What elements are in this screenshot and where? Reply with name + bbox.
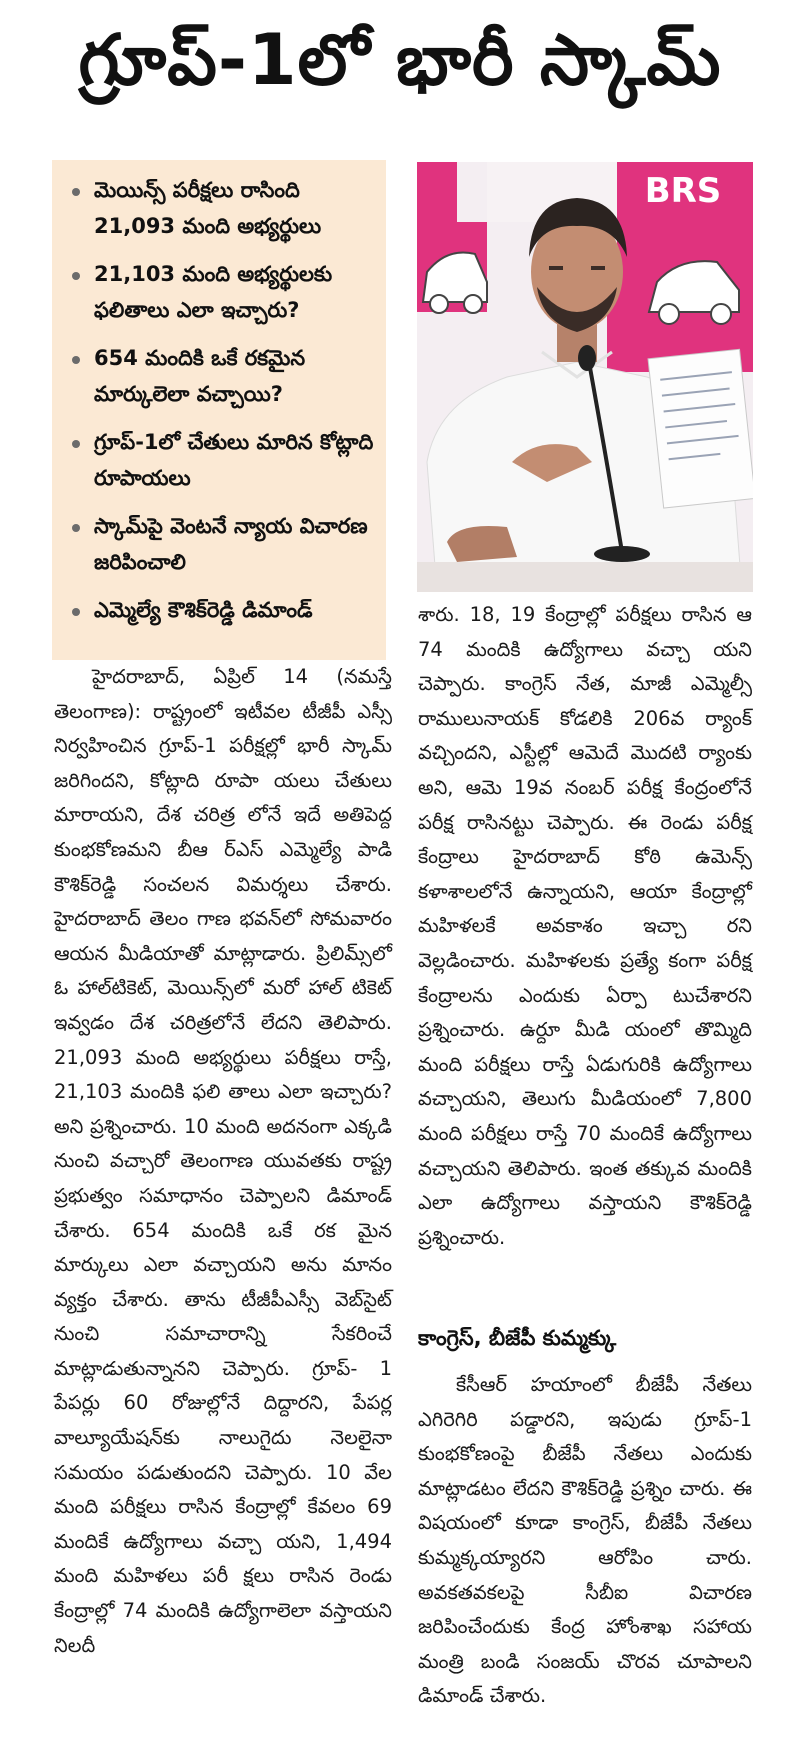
press-conference-photo	[417, 162, 753, 592]
bullet-icon	[72, 608, 80, 616]
highlight-item	[64, 172, 378, 244]
highlights-box	[52, 160, 386, 660]
bullet-icon	[72, 356, 80, 364]
highlight-text: 654 మందికి ఒకే రకమైన మార్కులెలా వచ్చాయి?	[94, 346, 306, 406]
highlight-item	[64, 340, 378, 412]
highlight-item	[64, 508, 378, 580]
headline: గ్రూప్‌-1లో భారీ స్కామ్‌	[78, 19, 722, 101]
bullet-icon	[72, 188, 80, 196]
highlight-text: మెయిన్స్‌ పరీక్షలు రాసింది 21,093 మంది అభ్యర్థులు	[94, 178, 322, 238]
article-column-right-continued: కేసీఆర్‌ హయాంలో బీజేపీ నేతలు ఎగిరెగిరి పడ్డారని, ఇపుడు గ్రూప్‌-1 కుంభకోణంపై బీజేపీ నేతలు ఎందుకు మాట్లాడటం లేదని కౌశిక్‌రెడ్డి ప్రశ్నిం చారు. ఈ విషయంలో కూడా కాంగ్రెస్‌, బీజేపీ నేతలు కుమ్మక్కయ్యారని ఆరోపిం చారు. అవకతవకలపై సీబీఐ విచారణ జరిపించేందుకు కేంద్ర హోంశాఖ సహాయ మంత్రి బండి సంజయ్‌ చొరవ చూపాలని డిమాండ్‌ చేశారు.	[418, 1373, 752, 1708]
highlight-text: స్కామ్‌పై వెంటనే న్యాయ విచారణ జరిపించాలి	[94, 514, 368, 574]
article-subheading: కాంగ్రెస్‌, బీజేపీ కుమ్మక్కు	[418, 1326, 617, 1350]
bullet-icon	[72, 272, 80, 280]
highlight-text: గ్రూప్‌-1లో చేతులు మారిన కోట్లాది రూపాయలు	[94, 430, 374, 490]
highlight-item	[64, 592, 378, 628]
highlights-list	[52, 160, 386, 628]
banner-text: BRS	[644, 171, 722, 211]
highlight-text: ఎమ్మెల్యే కౌశిక్‌రెడ్డి డిమాండ్‌	[94, 598, 313, 622]
highlight-item	[64, 256, 378, 328]
article-column-left: హైదరాబాద్‌, ఏప్రిల్‌ 14 (నమస్తే తెలంగాణ): రాష్ట్రంలో ఇటీవల టీజీపీ ఎస్సీ నిర్వహించిన గ్రూప్‌-1 పరీక్షల్లో భారీ స్కామ్‌ జరిగిందని, కోట్లాది రూపా యలు చేతులు మారాయని, దేశ చరిత్ర లోనే ఇదే అతిపెద్ద కుంభకోణమని బీఆ ర్‌ఎస్‌ ఎమ్మెల్యే పాడి కౌశిక్‌రెడ్డి సంచలన విమర్శలు చేశారు. హైదరాబాద్‌ తెలం గాణ భవన్‌లో సోమవారం ఆయన మీడియాతో మాట్లాడారు. ప్రిలిమ్స్‌లో ఓ హాల్‌టికెట్‌, మెయిన్స్‌లో మరో హాల్‌ టికెట్‌ ఇవ్వడం దేశ చరిత్రలోనే లేదని తెలిపారు. 21,093 మంది అభ్యర్థులు పరీక్షలు రాస్తే, 21,103 మందికి ఫలి తాలు ఎలా ఇచ్చారు? అని ప్రశ్నించారు. 10 మంది అదనంగా ఎక్కడి నుంచి వచ్చారో తెలంగాణ యువతకు రాష్ట్ర ప్రభుత్వం సమాధానం చెప్పాలని డిమాండ్‌ చేశారు. 654 మందికి ఒకే రక మైన మార్కులు ఎలా వచ్చాయని అను మానం వ్యక్తం చేశారు. తాను టీజీపీఎస్సీ వెబ్‌సైట్‌ నుంచి సమాచారాన్ని సేకరించే మాట్లాడుతున్నానని చెప్పారు. గ్రూప్‌- 1 పేపర్లు 60 రోజుల్లోనే దిద్దారని, పేపర్ల వాల్యూయేషన్‌కు నాలుగైదు నెలలైనా సమయం పడుతుందని చెప్పారు. 10 వేల మంది పరీక్షలు రాసిన కేంద్రాల్లో కేవలం 69 మందికే ఉద్యోగాలు వచ్చా యని, 1,494 మంది మహిళలు పరీ క్షలు రాసిన రెండు కేంద్రాల్లో 74 మందికి ఉద్యోగాలెలా వస్తాయని నిలదీ	[54, 665, 392, 1657]
highlight-text: 21,103 మంది అభ్యర్థులకు ఫలితాలు ఎలా ఇచ్చారు?	[94, 262, 333, 322]
article-column-right: శారు. 18, 19 కేంద్రాల్లో పరీక్షలు రాసిన ఆ 74 మందికి ఉద్యోగాలు వచ్చా యని చెప్పారు. కాంగ్రెస్‌ నేత, మాజీ ఎమ్మెల్సీ రాములునాయక్‌ కోడలికి 206వ ర్యాంక్‌ వచ్చిందని, ఎస్టీల్లో ఆమెదే మొదటి ర్యాంకు అని, ఆమె 19వ నంబర్‌ పరీక్ష కేంద్రంలోనే పరీక్ష రాసినట్టు చెప్పారు. ఈ రెండు పరీక్ష కేంద్రాలు హైదరాబాద్‌ కోఠి ఉమెన్స్‌ కళాశాలలోనే ఉన్నాయని, ఆయా కేంద్రాల్లో మహిళలకే అవకాశం ఇచ్చా రని వెల్లడించారు. మహిళలకు ప్రత్యే కంగా పరీక్ష కేంద్రాలను ఎందుకు ఏర్పా టుచేశారని ప్రశ్నించారు. ఉర్దూ మీడి యంలో తొమ్మిది మంది పరీక్షలు రాస్తే ఏడుగురికి ఉద్యోగాలు వచ్చాయని, తెలుగు మీడియంలో 7,800 మంది పరీక్షలు రాస్తే 70 మందికే ఉద్యోగాలు వచ్చాయని తెలిపారు. ఇంత తక్కువ మందికి ఎలా ఉద్యోగాలు వస్తాయని కౌశిక్‌రెడ్డి ప్రశ్నించారు.	[418, 603, 752, 1249]
bullet-icon	[72, 440, 80, 448]
bullet-icon	[72, 524, 80, 532]
highlight-item	[64, 424, 378, 496]
